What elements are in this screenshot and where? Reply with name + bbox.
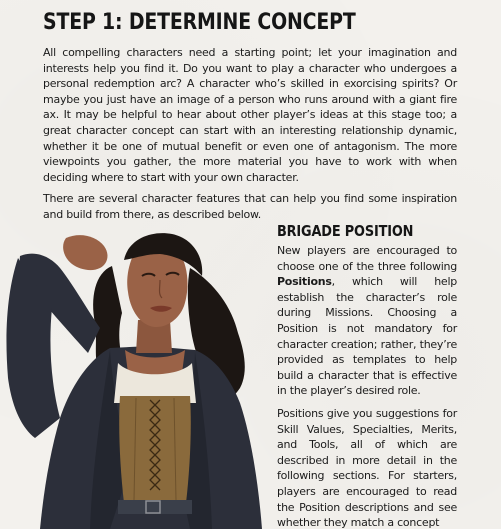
brigade-position-heading: BRIGADE POSITION: [277, 222, 414, 240]
concept-paragraph-2: There are several character features that can help you find some inspiration and build from there, as described below.: [43, 192, 457, 221]
positions-term: Positions: [277, 275, 332, 289]
hand: [63, 235, 107, 270]
corset: [119, 396, 191, 503]
brigade-paragraph-1-start: New players are encouraged to choose one of the three following: [277, 244, 457, 273]
concept-paragraph-1: All compelling characters need a starting point; let your imagination and interests help you find it. Do you want to play a character who undergoes a personal redemption arc? A character who’s skilled in exorcising spirits? Or maybe you just have an image of a person who runs around with a giant fire ax. It may be helpful to hear about other player’s ideas at this stage too; a great character concept can start with an interesting relationship dynamic, whether it be one of mutual benefit or even one of antagonism. The more viewpoints you gather, the more material you have to work with when deciding where to start with your own character.: [43, 46, 457, 184]
section-heading: STEP 1: DETERMINE CONCEPT: [43, 10, 356, 35]
brigade-paragraph-1: [277, 243, 457, 399]
character-illustration: [0, 228, 275, 529]
brigade-paragraph-2: Positions give you suggestions for Skill Values, Specialties, Merits, and Tools, all of which are described in more detail in the following sections. For starters, players are encouraged to read the Position descriptions and see whether they match a concept: [277, 407, 457, 529]
belt: [118, 500, 192, 514]
brigade-paragraph-1-end: , which will help establish the character’s role during Missions. Choosing a Position is not mandatory for character creation; rather, they’re provided as templates to help build a character that is effective in the player’s desired role.: [277, 275, 457, 398]
